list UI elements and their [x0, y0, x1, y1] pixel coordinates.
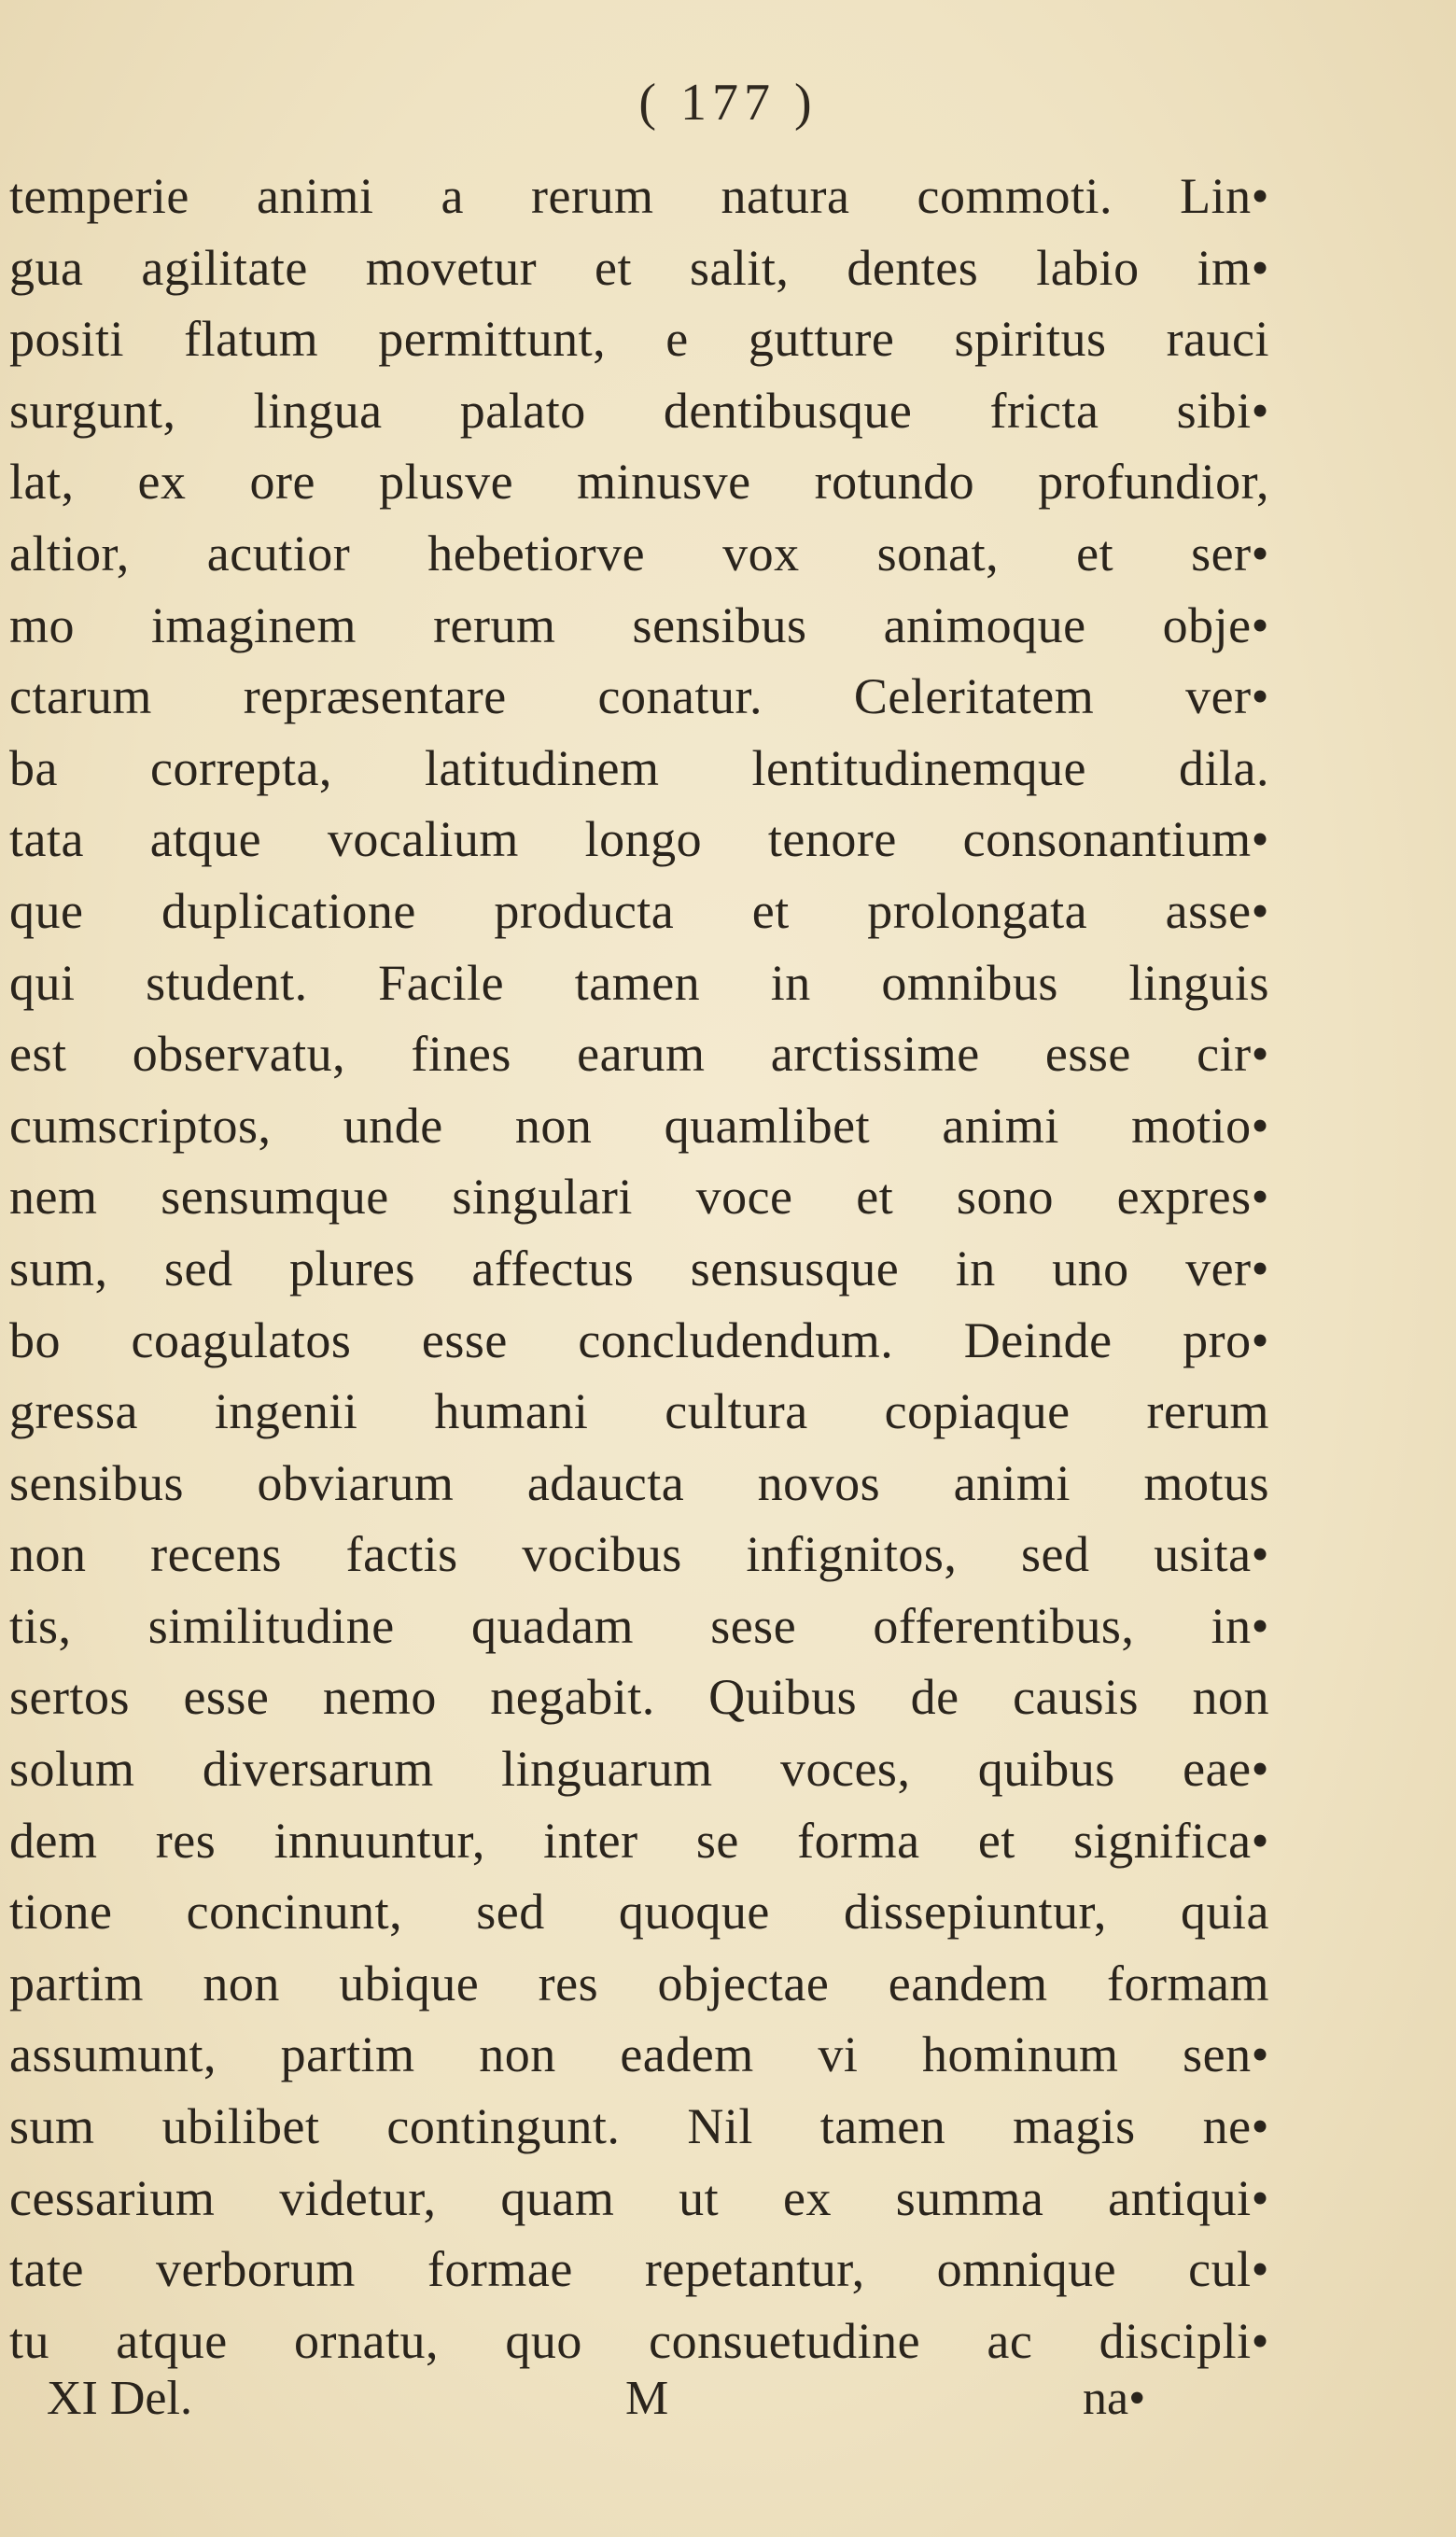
signature-mark-left: XI Del. [47, 2372, 192, 2425]
text-line: tate verborum formae repetantur, omnique cul• [9, 2241, 1269, 2298]
text-line: altior, acutior hebetiorve vox sonat, et ser• [9, 525, 1269, 582]
text-line: sum ubilibet contingunt. Nil tamen magis ne• [9, 2098, 1269, 2155]
text-line: non recens factis vocibus infignitos, sed usita• [9, 1526, 1269, 1583]
text-line: nem sensumque singulari voce et sono expres• [9, 1169, 1269, 1226]
text-line: bo coagulatos esse concludendum. Deinde pro• [9, 1311, 1269, 1368]
body-text [9, 161, 1269, 2376]
text-line: surgunt, lingua palato dentibusque fricta sibi• [9, 382, 1269, 439]
signature-mark: M [625, 2372, 669, 2425]
catchword: na• [1083, 2372, 1146, 2425]
text-line: sensibus obviarum adaucta novos animi motus [9, 1454, 1269, 1511]
text-line: tione concinunt, sed quoque dissepiuntur, quia [9, 1884, 1269, 1941]
text-line: mo imaginem rerum sensibus animoque obje• [9, 596, 1269, 653]
text-line: positi flatum permittunt, e gutture spiritus rauci [9, 311, 1269, 368]
text-line: assumunt, partim non eadem vi hominum sen• [9, 2026, 1269, 2083]
text-line: tu atque ornatu, quo consuetudine ac discipli• [9, 2312, 1269, 2369]
text-line: ba correpta, latitudinem lentitudinemque dila. [9, 739, 1269, 796]
text-line: tata atque vocalium longo tenore consonantium• [9, 811, 1269, 868]
text-line: cessarium videtur, quam ut ex summa antiqui• [9, 2169, 1269, 2226]
text-line: partim non ubique res objectae eandem formam [9, 1955, 1269, 2011]
text-line: sum, sed plures affectus sensusque in uno ver• [9, 1240, 1269, 1297]
text-line: ctarum repræsentare conatur. Celeritatem ver• [9, 668, 1269, 725]
text-line: temperie animi a rerum natura commoti. Lin• [9, 168, 1269, 224]
text-line: lat, ex ore plusve minusve rotundo profundior, [9, 454, 1269, 511]
text-line: sertos esse nemo negabit. Quibus de causis non [9, 1669, 1269, 1726]
page-footer [47, 2371, 1195, 2442]
text-line: dem res innuuntur, inter se forma et significa• [9, 1812, 1269, 1869]
text-line: que duplicatione producta et prolongata asse• [9, 882, 1269, 939]
text-line: solum diversarum linguarum voces, quibus eae• [9, 1741, 1269, 1798]
text-line: gua agilitate movetur et salit, dentes labio im• [9, 239, 1269, 296]
text-line: tis, similitudine quadam sese offerentibus, in• [9, 1597, 1269, 1654]
text-line: cumscriptos, unde non quamlibet animi motio• [9, 1097, 1269, 1154]
text-line: qui student. Facile tamen in omnibus linguis [9, 954, 1269, 1011]
text-line: est observatu, fines earum arctissime esse cir• [9, 1026, 1269, 1083]
text-line: gressa ingenii humani cultura copiaque rerum [9, 1383, 1269, 1440]
page-number: ( 177 ) [638, 74, 818, 132]
